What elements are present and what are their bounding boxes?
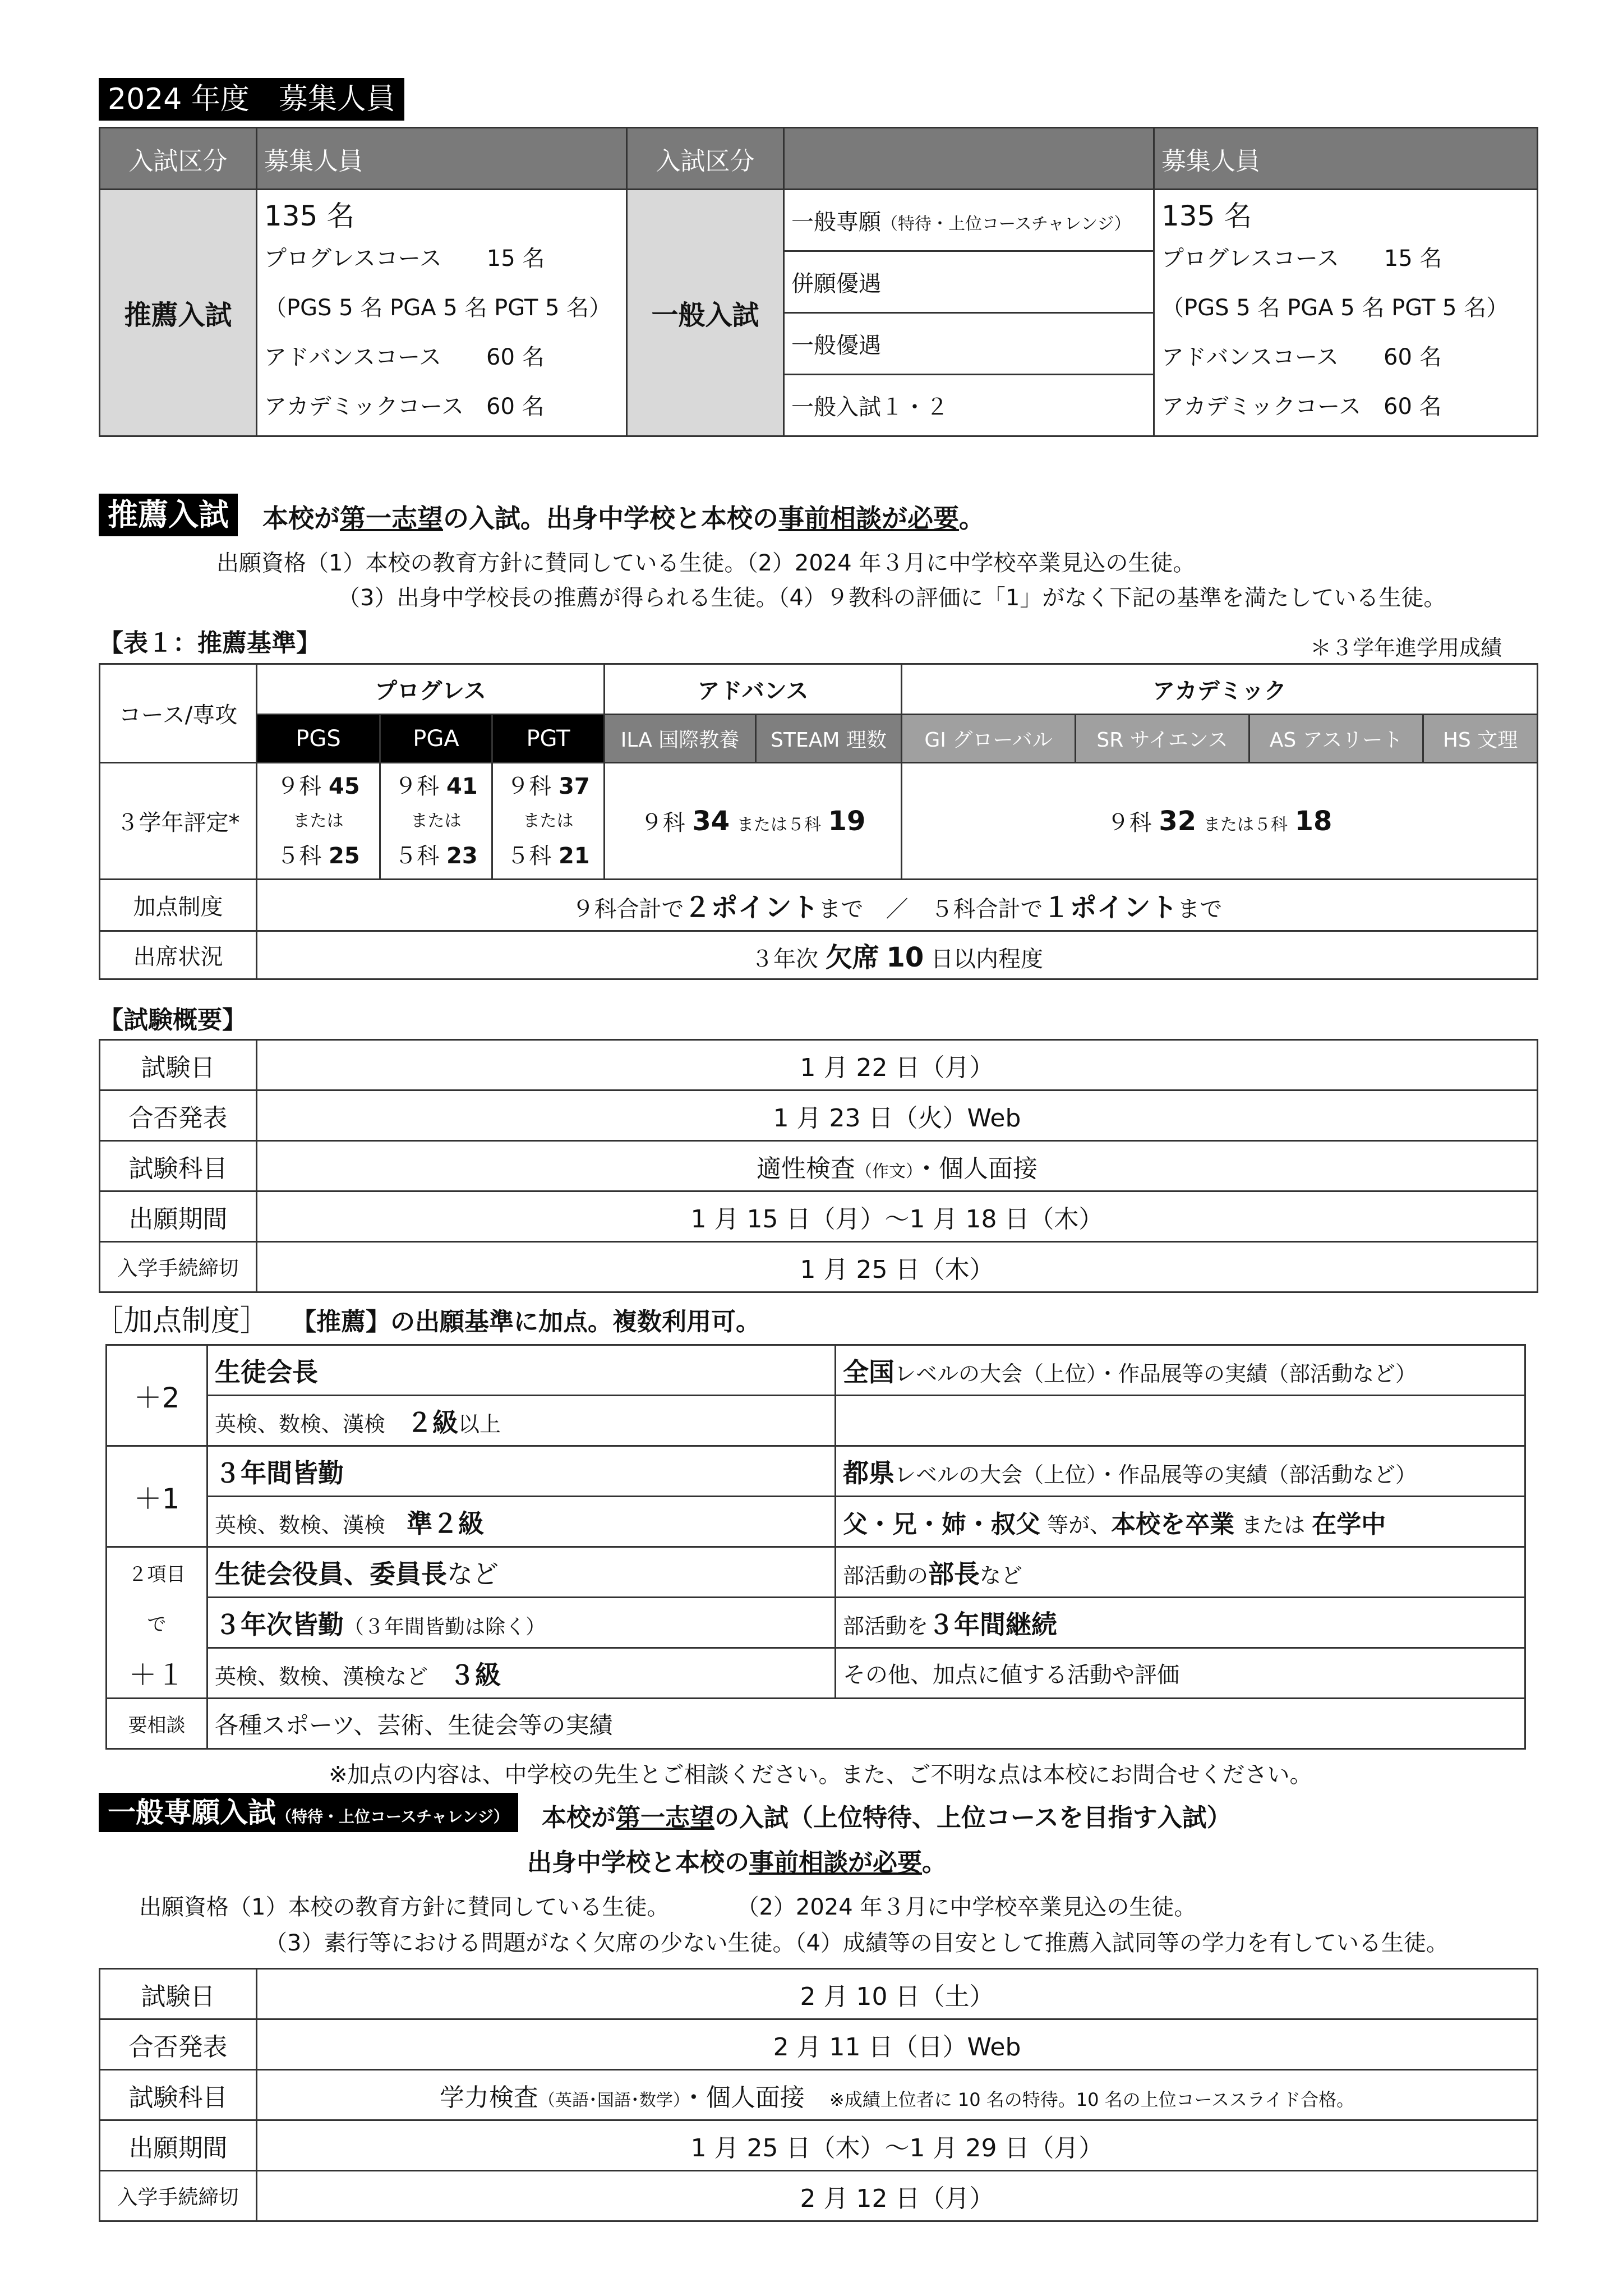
pgs-criteria: ９科 45 または ５科 25 [257, 763, 380, 880]
gen-deadline: 2 月 12 日（月） [257, 2171, 1538, 2221]
exam-date: 1 月 22 日（月） [257, 1040, 1538, 1091]
two-c: ３年次皆勤（３年間皆勤は除く） [208, 1598, 836, 1648]
plus2-empty [836, 1396, 1525, 1446]
gen-subjects: 学力検査（英語･国語･数学）・個人面接 ※成績上位者に 10 名の特待。10 名の上位コーススライド合格。 [257, 2070, 1538, 2120]
header-blank [784, 128, 1154, 190]
criteria-table-label: 【表１：推薦基準】 [99, 629, 321, 657]
result-label: 合否発表 [100, 1091, 257, 1141]
two-items-1: ２項目 [107, 1547, 208, 1598]
quota-title: 2024 年度 募集人員 [99, 78, 404, 121]
bonus-lead: 【推薦】の出願基準に加点。複数利用可。 [292, 1308, 760, 1336]
course-label: コース/専攻 [100, 664, 257, 763]
criteria-note: ＊３学年進学用成績 [1310, 636, 1502, 660]
academic-criteria: ９科 32 または５科 18 [902, 763, 1538, 880]
soudan-value: 各種スポーツ、芸術、生徒会等の実績 [208, 1699, 1525, 1749]
suisen-quota: 135 名 プログレスコース 15 名 （PGS 5 名 PGA 5 名 PGT 5 名） アドバンスコース 60 名 アカデミックコース 60 名 [257, 190, 627, 436]
general-qualification-2: （3）素行等における問題がなく欠席の少ない生徒。（4）成績等の目安として推薦入試同等の学力を有している生徒。 [265, 1930, 1449, 1956]
plus2-b: 英検、数検、漢検 ２級以上 [208, 1396, 836, 1446]
two-items-3: ＋１ [107, 1648, 208, 1699]
sub-heigan: 併願優遇 [784, 251, 1154, 313]
plus1-label: ＋1 [107, 1446, 208, 1547]
plus1-d: 父・兄・姉・叔父 等が、本校を卒業 または 在学中 [836, 1497, 1525, 1547]
progress-header: プログレス [257, 664, 605, 715]
plus1-a: ３年間皆勤 [208, 1446, 836, 1497]
criteria-table [99, 663, 1538, 980]
exam-date-label: 試験日 [100, 1040, 257, 1091]
course-steam: STEAM 理数 [756, 715, 902, 763]
gen-date-label: 試験日 [100, 1969, 257, 2019]
deadline-label: 入学手続締切 [100, 1242, 257, 1292]
gen-period-label: 出願期間 [100, 2120, 257, 2171]
pga-criteria: ９科 41 または ５科 23 [380, 763, 492, 880]
plus2-label: ＋2 [107, 1345, 208, 1446]
advance-criteria: ９科 34 または５科 19 [605, 763, 902, 880]
general-qualification-1: 出願資格（1）本校の教育方針に賛同している生徒。 （2）2024 年３月に中学校卒業見込の生徒。 [139, 1894, 1197, 1920]
course-as: AS アスリート [1249, 715, 1423, 763]
apply-period: 1 月 15 日（月）～1 月 18 日（木） [257, 1191, 1538, 1242]
sub-ippan-12: 一般入試１・２ [784, 375, 1154, 436]
course-ila: ILA 国際教養 [605, 715, 756, 763]
gen-result-label: 合否発表 [100, 2019, 257, 2070]
general-exam-table [99, 1968, 1538, 2222]
grade-label: ３学年評定* [100, 763, 257, 880]
header-kubun: 入試区分 [100, 128, 257, 190]
subjects-label: 試験科目 [100, 1141, 257, 1191]
header-ninzu-2: 募集人員 [1154, 128, 1538, 190]
label-suisen: 推薦入試 [100, 190, 257, 436]
sub-ippan-sengan: 一般専願（特待・上位コースチャレンジ） [784, 190, 1154, 251]
pgt-criteria: ９科 37 または ５科 21 [492, 763, 605, 880]
soudan-label: 要相談 [107, 1699, 208, 1749]
general-lead: 本校が第一志望の入試（上位特待、上位コースを目指す入試） [542, 1803, 1232, 1832]
course-hs: HS 文理 [1423, 715, 1538, 763]
advance-header: アドバンス [605, 664, 902, 715]
plus1-c: 都県レベルの大会（上位）・作品展等の実績（部活動など） [836, 1446, 1525, 1497]
general-title: 一般専願入試（特待・上位コースチャレンジ） [99, 1793, 518, 1832]
deadline: 1 月 25 日（木） [257, 1242, 1538, 1292]
header-kubun-2: 入試区分 [627, 128, 784, 190]
two-a: 生徒会役員、委員長など [208, 1547, 836, 1598]
two-d: 部活動を３年間継続 [836, 1598, 1525, 1648]
two-b: 部活動の部長など [836, 1547, 1525, 1598]
label-ippan: 一般入試 [627, 190, 784, 436]
bonus-table [105, 1344, 1526, 1750]
general-lead-2: 出身中学校と本校の事前相談が必要。 [527, 1848, 947, 1877]
plus1-b: 英検、数検、漢検 準２級 [208, 1497, 836, 1547]
gen-result: 2 月 11 日（日）Web [257, 2019, 1538, 2070]
gen-date: 2 月 10 日（土） [257, 1969, 1538, 2019]
plus2-a: 生徒会長 [208, 1345, 836, 1396]
gen-subjects-label: 試験科目 [100, 2070, 257, 2120]
exam-label: 【試験概要】 [99, 1006, 247, 1034]
course-pgt: PGT [492, 715, 605, 763]
rec-lead: 本校が第一志望の入試。出身中学校と本校の事前相談が必要。 [262, 503, 985, 533]
apply-period-label: 出願期間 [100, 1191, 257, 1242]
result-date: 1 月 23 日（火）Web [257, 1091, 1538, 1141]
course-pga: PGA [380, 715, 492, 763]
quota-table [99, 127, 1538, 437]
course-pgs: PGS [257, 715, 380, 763]
ippan-quota: 135 名 プログレスコース 15 名 （PGS 5 名 PGA 5 名 PGT 5 名） アドバンスコース 60 名 アカデミックコース 60 名 [1154, 190, 1538, 436]
rec-qualification-1: 出願資格（1）本校の教育方針に賛同している生徒。（2）2024 年３月に中学校卒業見込の生徒。 [216, 550, 1196, 576]
attend-value: ３年次 欠席 10 日以内程度 [257, 931, 1538, 979]
rec-qualification-2: （3）出身中学校長の推薦が得られる生徒。（4）９教科の評価に「1」がなく下記の基準を満たしている生徒。 [338, 585, 1446, 611]
bonus-label: 加点制度 [100, 880, 257, 931]
rec-title: 推薦入試 [99, 494, 238, 536]
attend-label: 出席状況 [100, 931, 257, 979]
two-items-2: で [107, 1598, 208, 1648]
subjects: 適性検査（作文）・個人面接 [257, 1141, 1538, 1191]
bonus-value: ９科合計で２ポイントまで ／ ５科合計で１ポイントまで [257, 880, 1538, 931]
gen-period: 1 月 25 日（木）～1 月 29 日（月） [257, 2120, 1538, 2171]
header-ninzu: 募集人員 [257, 128, 627, 190]
course-sr: SR サイエンス [1076, 715, 1249, 763]
plus2-c: 全国レベルの大会（上位）・作品展等の実績（部活動など） [836, 1345, 1525, 1396]
bonus-title: ［加点制度］ [94, 1304, 270, 1338]
two-e: 英検、数検、漢検など ３級 [208, 1648, 836, 1699]
gen-deadline-label: 入学手続締切 [100, 2171, 257, 2221]
academic-header: アカデミック [902, 664, 1538, 715]
sub-ippan-yuugu: 一般優遇 [784, 313, 1154, 375]
bonus-note: ※加点の内容は、中学校の先生とご相談ください。また、ご不明な点は本校にお問合せください。 [329, 1762, 1312, 1788]
exam-table [99, 1039, 1538, 1293]
two-f: その他、加点に値する活動や評価 [836, 1648, 1525, 1699]
course-gi: GI グローバル [902, 715, 1076, 763]
